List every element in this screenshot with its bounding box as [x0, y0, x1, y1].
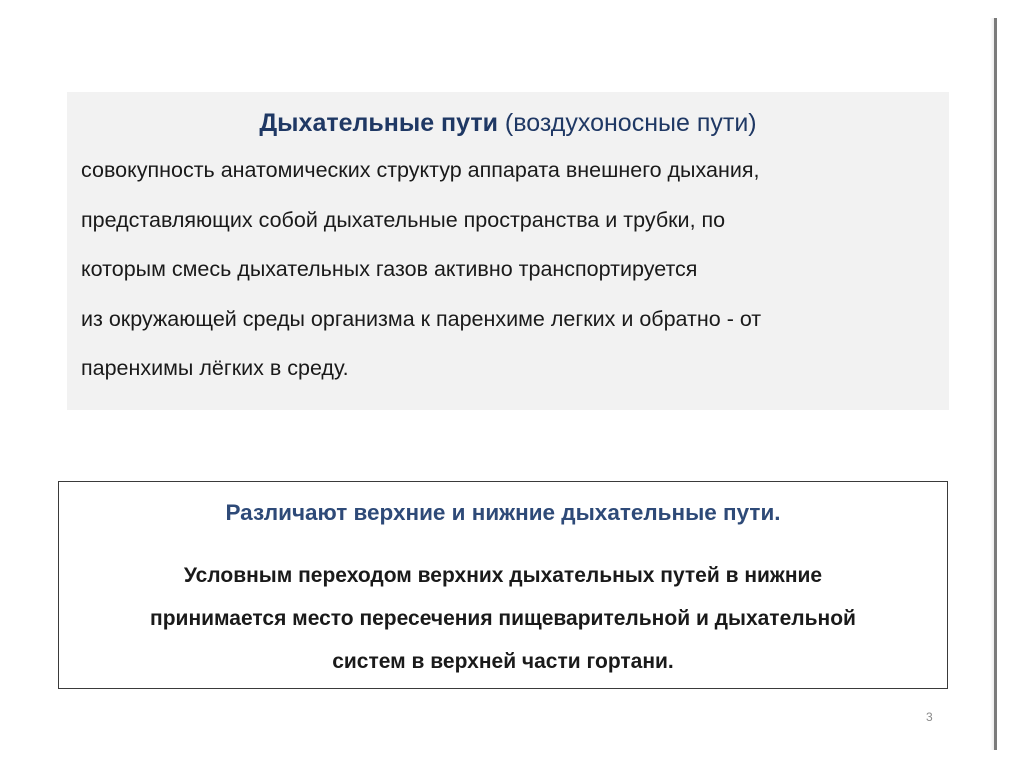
note-title: Различают верхние и нижние дыхательные пути. — [225, 500, 781, 525]
definition-line: совокупность анатомических структур аппарата внешнего дыхания, — [81, 158, 760, 182]
definition-title-bold: Дыхательные пути — [259, 109, 498, 137]
definition-box — [67, 92, 949, 410]
definition-title-regular: (воздухоносные пути) — [504, 109, 757, 137]
definition-line: из окружающей среды организма к паренхиме легких и обратно - от — [81, 306, 762, 331]
definition-title — [81, 106, 935, 140]
note-box — [58, 481, 948, 689]
definition-line: которым смесь дыхательных газов активно транспортируется — [81, 257, 698, 281]
definition-line: паренхимы лёгких в среду. — [81, 356, 349, 380]
page-number: 3 — [926, 710, 933, 724]
note-line: систем в верхней части гортани. — [332, 650, 674, 673]
slide-edge-line — [994, 18, 997, 750]
definition-text — [81, 146, 935, 394]
note-line: Условным переходом верхних дыхательных путей в нижние — [183, 564, 823, 587]
definition-line: представляющих собой дыхательные пространства и трубки, по — [81, 207, 726, 232]
note-line: принимается место пересечения пищеварительной и дыхательной — [150, 607, 856, 630]
note-body — [59, 554, 947, 683]
